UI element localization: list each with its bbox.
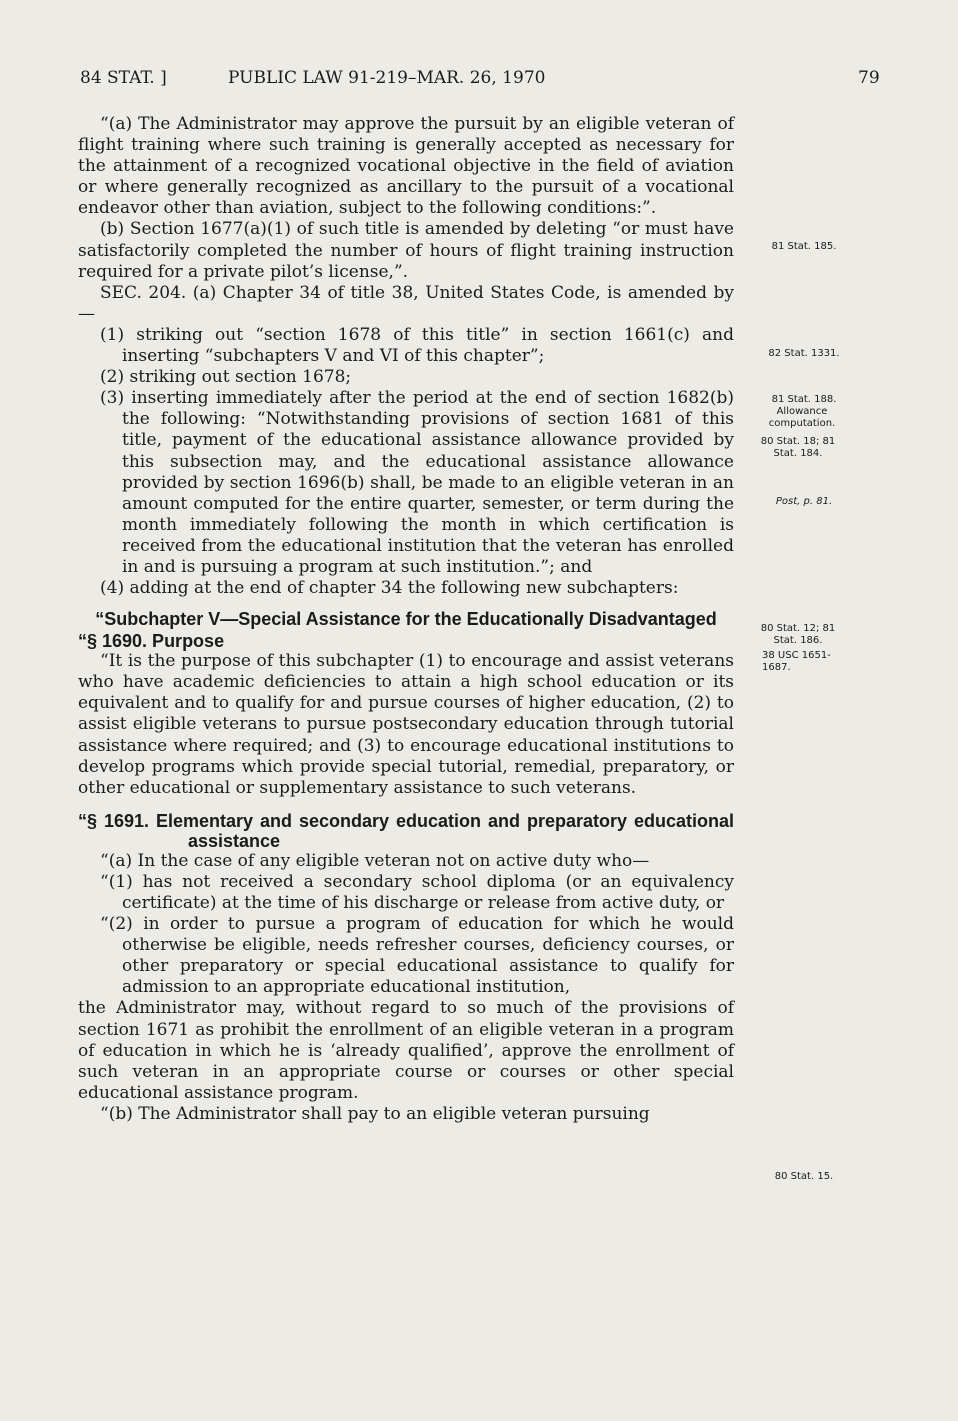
volume-reference: 84 STAT. ] [80,68,167,88]
list-item: (1) striking out “section 1678 of this title” in section 1661(c) and inserting “subchapters V and VI of this chapter”; [100,324,734,367]
list-item: “(2) in order to pursue a program of education for which he would otherwise be eligible, needs refresher courses, deficiency courses, or other preparatory or special educational assistance to qualify for admission to an appropriate educational institution, [100,914,734,998]
paragraph: the Administrator may, without regard to so much of the provisions of section 1671 as prohibit the enrollment of an eligible veteran in a program of education in which he is ‘already qualified’, approve the enrollment of such veteran in an appropriate course or courses or other special educational assistance program. [78,998,734,1103]
section-heading: “§ 1690. Purpose [78,631,225,652]
margin-note: 82 Stat. 1331. [768,348,840,359]
paragraph: (b) Section 1677(a)(1) of such title is amended by deleting “or must have satisfactorily completed the number of hours of flight training instruction required for a private pilot’s license,”. [78,219,734,282]
subchapter-heading: “Subchapter V—Special Assistance for the Educationally Disadvantaged [95,609,717,630]
margin-note: Allowance computation. [768,406,836,429]
law-title: PUBLIC LAW 91-219–MAR. 26, 1970 [228,68,546,88]
running-header [80,68,880,94]
paragraph: “(a) In the case of any eligible veteran not on active duty who— [100,850,650,871]
margin-note: Post, p. 81. [775,496,833,507]
paragraph: “It is the purpose of this subchapter (1) to encourage and assist veterans who have academic deficiencies to attain a high school education or its equivalent and to qualify for and pursue courses of higher education, (2) to assist eligible veterans to pursue postsecondary education through tutorial assistance where required; and (3) to encourage educational institutions to develop programs which provide special tutorial, remedial, preparatory, or other educational or supplementary assistance to such veterans. [78,651,734,798]
list-item: (2) striking out section 1678; [100,367,352,388]
margin-note: 81 Stat. 185. [771,241,837,252]
margin-note: 80 Stat. 18; 81 Stat. 184. [760,436,836,459]
margin-note: 80 Stat. 12; 81 Stat. 186. [760,623,836,646]
list-item: (4) adding at the end of chapter 34 the following new subchapters: [100,578,679,599]
margin-note: 38 USC 1651-1687. [762,650,831,673]
margin-note: 81 Stat. 188. [771,394,837,405]
section-heading: “§ 1691. Elementary and secondary education and preparatory educational assistance [78,810,734,851]
paragraph: “(b) The Administrator shall pay to an eligible veteran pursuing [100,1103,650,1124]
paragraph: SEC. 204. (a) Chapter 34 of title 38, United States Code, is amended by— [78,282,734,324]
paragraph: “(a) The Administrator may approve the pursuit by an eligible veteran of flight training where such training is generally accepted as necessary for the attainment of a recognized vocational objective in the field of aviation or where generally recognized as ancillary to the pursuit of a vocational endeavor other than aviation, subject to the following conditions:”. [78,114,734,219]
list-item: (3) inserting immediately after the period at the end of section 1682(b) the following: “Notwithstanding provisions of section 1681 of this title, payment of the educational assistance allowance provided by this subsection may, and the educational assistance allowance provided by section 1696(b) shall, be made to an eligible veteran in an amount computed for the entire quarter, semester, or term during the month immediately following the month in which certification is received from the educational institution that the veteran has enrolled in and is pursuing a program at such institution.”; and [100,388,734,577]
list-item: “(1) has not received a secondary school diploma (or an equivalency certificate) at the time of his discharge or release from active duty, or [100,871,734,913]
margin-note: 80 Stat. 15. [774,1171,834,1182]
main-text [78,114,734,1125]
page-number: 79 [858,68,880,88]
